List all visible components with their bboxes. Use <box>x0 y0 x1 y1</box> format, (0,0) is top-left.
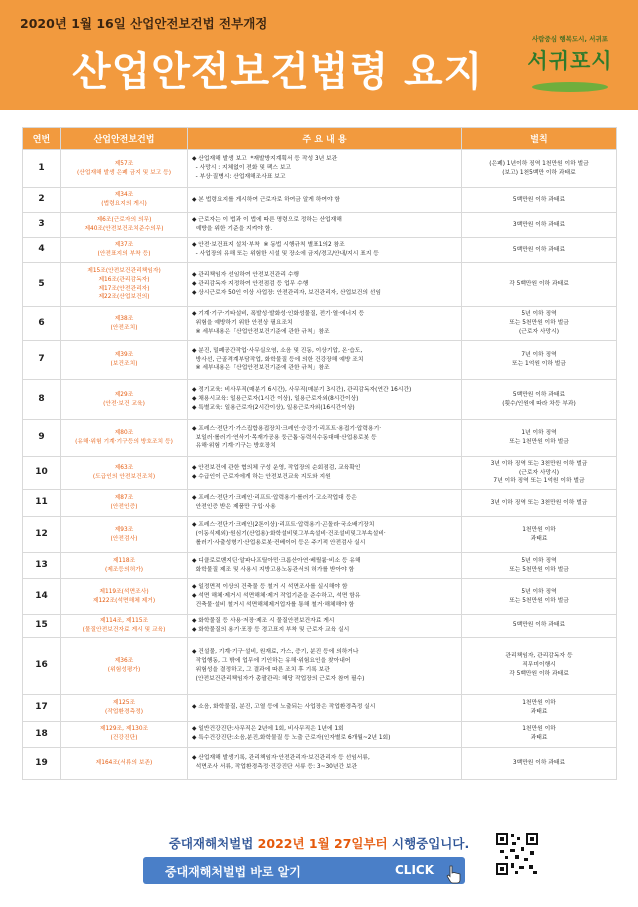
penalty <box>462 307 617 341</box>
penalty-line: 과태료 <box>530 735 548 742</box>
button-label: 중대재해처벌법 바로 알기 <box>165 865 301 879</box>
law-article <box>61 579 188 615</box>
law-article-line: 제114조, 제115조 <box>99 618 149 624</box>
main-content <box>188 341 462 380</box>
penalty <box>462 579 617 615</box>
main-content-line: ◆ 산업재해 발생 보고 *재발방지계획서 등 작성 3년 보관 <box>192 156 338 163</box>
law-article-line: 제57조 <box>114 160 134 167</box>
law-article <box>61 307 188 341</box>
main-content-line: 건축물·설비 철거시 석면해체제거업자를 통해 철거·해체해야 함 <box>192 601 355 608</box>
penalty <box>462 213 617 238</box>
law-article-line: (작업환경측정) <box>104 708 144 715</box>
main-content-line: ◆ 특별교육: 일용근로자(2시간이상), 일용근로자외(16시간이상) <box>192 404 355 411</box>
row-number: 4 <box>23 238 61 263</box>
column-header: 산업안전보건법 <box>61 128 188 150</box>
penalty-line: 5백만원 이하 과태료 <box>512 622 566 629</box>
main-content-line: 방사선, 근골격계부담작업, 화학물질 등에 의한 건강장해 예방 조치 <box>192 356 364 363</box>
penalty-line: 1년 이하 징역 <box>521 430 557 437</box>
main-content <box>188 238 462 263</box>
main-content-line: ◆ 수급인이 근로자에게 하는 안전보건교육 지도와 지원 <box>192 474 331 480</box>
penalty-line: 과태료 <box>530 708 548 715</box>
notice-suffix: 시행중입니다. <box>387 836 470 851</box>
table-row <box>23 579 617 615</box>
law-article <box>61 490 188 517</box>
penalty-line: 5백만원 이하 과태료 <box>512 246 566 253</box>
penalty-line: 3백만원 이하 과태료 <box>512 221 566 228</box>
row-number: 9 <box>23 420 61 457</box>
law-article <box>61 637 188 694</box>
row-number: 7 <box>23 341 61 380</box>
main-content-line: 화학물질 제조 및 사용시 지방고용노동관서의 허가를 받아야 함 <box>192 566 355 573</box>
main-content-line: - 사업장의 유해 또는 위험한 시설 및 장소에 금지/경고/안내/지시 표지 등 <box>192 251 379 257</box>
penalty <box>462 747 617 779</box>
main-content-line: 유해·위험 기계·기구는 방호장치 <box>192 443 276 450</box>
row-number: 15 <box>23 615 61 638</box>
penalty <box>462 694 617 721</box>
law-article-line: (안전표지의 부착 등) <box>97 251 151 257</box>
penalty-line: 5백만원 이하 과태료 <box>512 391 566 398</box>
law-article-line: (법령요지의 게시) <box>101 201 147 207</box>
penalty <box>462 615 617 638</box>
table-row <box>23 341 617 380</box>
table-row <box>23 420 617 457</box>
penalty <box>462 637 617 694</box>
column-header: 벌칙 <box>462 128 617 150</box>
main-content-line: 예방을 위한 기준을 지켜야 함. <box>192 226 273 232</box>
main-content-line: ◆ 일반건강진단:사무직은 2년에 1회, 비사무직은 1년에 1회 <box>192 726 344 733</box>
logo-tagline: 사람중심 행복도시, 서귀포 <box>531 35 609 43</box>
law-article-line: (보건조치) <box>110 361 138 367</box>
law-article-line: 제87조 <box>114 495 134 502</box>
law-article-line: 제15조(안전보건관리책임자) <box>87 267 161 274</box>
main-content <box>188 490 462 517</box>
law-article <box>61 615 188 638</box>
table-row <box>23 238 617 263</box>
table-row <box>23 150 617 188</box>
table-body <box>23 150 617 780</box>
law-article-line: (안전조치) <box>110 324 138 331</box>
table-row <box>23 457 617 490</box>
row-number: 17 <box>23 694 61 721</box>
penalty <box>462 457 617 490</box>
main-content-line: ◆ 화학물질의 용기·포장 등 경고표지 부착 및 근로자 교육 실시 <box>192 626 350 633</box>
row-number: 12 <box>23 517 61 553</box>
main-content-line: 보일러·롤러기·연삭기·목재가공용 둥근톱·동력식수동대패·산업용로봇 등 <box>192 434 377 441</box>
row-number: 10 <box>23 457 61 490</box>
main-content <box>188 150 462 188</box>
main-content <box>188 637 462 694</box>
penalty-line: 또는 5천만원 이하 벌금 <box>509 597 569 604</box>
law-article <box>61 553 188 579</box>
main-content <box>188 263 462 307</box>
penalty-line: 3백만원 이하 과태료 <box>512 759 566 766</box>
main-content-line: ◆ 프레스·전단기·가스집합용접장치·크레인·승강기·리프트·용접기·압력용기· <box>192 425 382 432</box>
main-content-line: ◆ 근로자는 이 법과 이 법에 따른 명령으로 정하는 산업재해 <box>192 217 342 224</box>
main-content-line: 위험성을 결정하고, 그 결과에 따른 조치 후 기록 보관 <box>192 666 330 673</box>
law-article-line: (건강진단) <box>110 735 138 742</box>
main-content <box>188 420 462 457</box>
penalty <box>462 380 617 420</box>
penalty-line: 또는 1천만원 이하 벌금 <box>509 439 569 445</box>
main-content <box>188 747 462 779</box>
main-content-line: (안전보건관리책임자가 총괄관리: 해당 작업장의 근로자 참여 필수) <box>192 675 365 682</box>
page-title: 산업안전보건법령 요지 <box>72 49 484 95</box>
table-row <box>23 213 617 238</box>
penalty-line: 각 5백만원 이하 과태료 <box>509 671 569 678</box>
penalty-line: 직무미이행시 <box>522 662 556 669</box>
law-article-line: 제93조 <box>114 526 134 533</box>
penalty-line: (은폐) 1년이하 징역 1천만원 이하 벌금 <box>489 160 589 167</box>
main-content <box>188 457 462 490</box>
main-content-line: ◆ 소음, 화학물질, 분진, 고열 등에 노출되는 사업장은 작업환경측정 실시 <box>192 704 376 711</box>
law-article <box>61 188 188 213</box>
table-row <box>23 490 617 517</box>
table-row <box>23 747 617 779</box>
row-number: 19 <box>23 747 61 779</box>
table-row <box>23 517 617 553</box>
penalty-line: 또는 1억원 이하 벌금 <box>511 361 566 367</box>
row-number: 3 <box>23 213 61 238</box>
main-content <box>188 307 462 341</box>
penalty-line: 7년 이하 징역 <box>521 352 557 359</box>
penalty-line: 3년 이하 징역 또는 3천만원 이하 벌금 <box>490 460 588 467</box>
law-article-line: 제164조(서류의 보존) <box>95 759 153 766</box>
penalty-line: (보고) 1천5백만 이하 과태료 <box>502 169 576 176</box>
penalty-line: 5년 이하 징역 <box>521 557 557 564</box>
law-article-line: 제29조 <box>114 391 134 398</box>
law-article-line: 제40조(안전보건조치준수의무) <box>84 226 164 232</box>
main-content-line: ◆ 디클로로벤지딘·알파나프틸아민·크롬산아연·베릴륨·비소 등 유해 <box>192 557 361 564</box>
penalty <box>462 553 617 579</box>
penalty <box>462 420 617 457</box>
penalty <box>462 341 617 380</box>
law-article-line: 제34조 <box>114 192 134 199</box>
law-article-line: (안전인증) <box>110 504 138 510</box>
main-content-line: ◆ 상시근로자 50인 이상 사업장: 안전관리자, 보건관리자, 산업보건의 선임 <box>192 289 382 296</box>
qr-code-icon[interactable] <box>495 832 539 876</box>
penalty <box>462 517 617 553</box>
main-content-line: ◆ 관리책임자 선임하여 안전보건관리 수행 <box>192 272 300 279</box>
law-article <box>61 457 188 490</box>
penalty-line: 5백만원 이하 과태료 <box>512 196 566 203</box>
main-content-line: ◆ 특수건강진단:소음,분진,화학물질 등 노출 근로자(인자별로 6개월~2년 1회) <box>192 735 391 742</box>
table-row <box>23 307 617 341</box>
main-content <box>188 213 462 238</box>
main-content-line: ◆ 프레스·전단기·크레인(2톤이상)·리프트·압력용기·곤돌라·국소배기장치 <box>192 522 375 529</box>
law-article <box>61 721 188 747</box>
main-content-line: ◆ 기계·기구·기타설비, 폭발성·발화성·인화성물질, 전기·열·에너지 등 <box>192 311 365 318</box>
enforcement-notice <box>0 834 638 852</box>
law-article-line: (안전·보건 교육) <box>103 400 145 407</box>
penalty <box>462 263 617 307</box>
button-click-text: CLICK <box>395 863 435 877</box>
penalty-line: (근로자 사망시) <box>519 328 559 335</box>
law-article <box>61 517 188 553</box>
penalty-line: 또는 5천만원 이하 벌금 <box>509 320 569 326</box>
table-row <box>23 188 617 213</box>
law-article <box>61 213 188 238</box>
row-number: 13 <box>23 553 61 579</box>
law-article-line: (산업재해 발생 은폐 금지 및 보고 등) <box>77 169 171 176</box>
notice-prefix: 중대재해처벌법 <box>168 836 258 851</box>
law-article-line: 제119조(석면조사) <box>99 588 149 595</box>
header-banner <box>0 0 638 110</box>
main-content <box>188 188 462 213</box>
law-article-line: (위험성평가) <box>107 666 141 673</box>
column-header: 연번 <box>23 128 61 150</box>
penalty-line: 1천만원 이하 <box>522 699 556 706</box>
main-content-line: ※ 세부내용은「산업안전보건기준에 관한 규칙」참조 <box>192 365 330 372</box>
law-article <box>61 341 188 380</box>
penalty-line: 5년 이하 징역 <box>521 588 557 595</box>
table-row <box>23 615 617 638</box>
main-content-line: ◆ 일정면적 이상의 건축물 등 철거 시 석면조사를 실시해야 함 <box>192 584 348 591</box>
row-number: 6 <box>23 307 61 341</box>
law-article-line: 제39조 <box>114 352 134 359</box>
main-content-line: ◆ 건설물, 기계·기구·설비, 원재료, 가스, 증기, 분진 등에 의하거나 <box>192 649 359 655</box>
main-content <box>188 380 462 420</box>
law-article <box>61 420 188 457</box>
notice-date: 2022년 1월 27일부터 <box>257 836 388 851</box>
law-article-line: 제63조 <box>114 465 134 472</box>
penalty-line: (근로자 사망시) <box>519 469 559 476</box>
row-number: 14 <box>23 579 61 615</box>
law-article-line: (안전검사) <box>110 535 138 542</box>
main-content <box>188 694 462 721</box>
row-number: 18 <box>23 721 61 747</box>
law-article-line: 제22조(산업보건의) <box>98 294 150 301</box>
law-article-line: (유해·위험 기계·기구등의 방호조치 등) <box>75 439 173 445</box>
law-article-line: 제129조, 제130조 <box>99 726 149 733</box>
main-content-line: - 부상·질병시: 산업재해조사표 보고 <box>192 173 286 180</box>
law-article-line: 제118조 <box>112 557 136 564</box>
main-content-line: - 사망시 : 지체없이 전화 및 팩스 보고 <box>192 165 292 171</box>
law-article-line: 제125조 <box>112 699 136 706</box>
main-content-line: ◆ 정기교육: 비사무직(매분기 6시간), 사무직(매분기 3시간), 관리감독자(연간 16시간) <box>192 387 412 394</box>
main-content-line: ◆ 산업재해 발생기록, 관리책임자·안전관리자·보건관리자 등 선임서류, <box>192 755 370 762</box>
law-article-line: (제조등의허가) <box>104 566 144 573</box>
penalty-line: 7년 이하 징역 또는 1억원 이하 벌금 <box>493 478 585 485</box>
row-number: 16 <box>23 637 61 694</box>
row-number: 5 <box>23 263 61 307</box>
penalty <box>462 721 617 747</box>
penalty-line: 관리책임자, 관리감독자 등 <box>505 653 573 660</box>
table-row <box>23 637 617 694</box>
penalty <box>462 490 617 517</box>
pointing-hand-icon <box>443 863 465 885</box>
main-content-line: ◆ 안전보건에 관한 협의체 구성 운영, 작업장의 순회점검, 교육확인 <box>192 465 361 472</box>
main-content-line: 안전인증 받은 제품만 구입·사용 <box>192 504 276 510</box>
column-header: 주 요 내 용 <box>188 128 462 150</box>
main-content <box>188 553 462 579</box>
main-content-line: ◆ 관리감독자 지정하여 안전점검 등 업무 수행 <box>192 281 309 287</box>
law-article <box>61 380 188 420</box>
logo-ground-shape <box>532 82 608 92</box>
law-summary-table <box>22 127 617 780</box>
serious-accident-law-link-button[interactable] <box>143 857 465 884</box>
law-article <box>61 238 188 263</box>
main-content-line: 석면조사 서류, 작업환경측정·건강진단 서류 등: 3~30년간 보관 <box>192 764 358 771</box>
main-content-line: ◆ 프레스·전단기·크레인·리프트·압력용기·롤러기·고소작업대 등은 <box>192 495 357 502</box>
table-row <box>23 263 617 307</box>
law-article-line: 제80조 <box>114 430 134 437</box>
main-content-line: ◆ 본 법령요지를 게시하여 근로자로 하여금 알게 하여야 함 <box>192 196 340 203</box>
main-content-line: ◆ 안전·보건표지 설치·부착 ※ 동법 시행규칙 별표1의2 참조 <box>192 242 345 249</box>
main-content-line: 롤러기·사출성형기·산업용로봇·컨베이어 등은 주기적 안전검사 실시 <box>192 539 366 546</box>
penalty-line: 과태료 <box>530 535 548 542</box>
penalty <box>462 188 617 213</box>
main-content-line: ◆ 채용시교육: 일용근로자(1시간 이상), 일용근로자외(8시간이상) <box>192 396 359 402</box>
penalty-line: 3년 이하 징역 또는 3천만원 이하 벌금 <box>490 499 588 506</box>
penalty-line: 또는 5천만원 이하 벌금 <box>509 566 569 573</box>
logo-text: 서귀포시 <box>527 49 613 73</box>
law-article-line: 제122조(석면해체 제거) <box>92 597 156 604</box>
penalty-line: 1천만원 이하 <box>522 726 556 733</box>
law-article-line: 제37조 <box>114 242 134 249</box>
law-article-line: 제36조 <box>114 657 134 664</box>
law-article-line: 제6조(근로자의 의무) <box>96 217 152 224</box>
penalty <box>462 238 617 263</box>
penalty <box>462 150 617 188</box>
row-number: 8 <box>23 380 61 420</box>
law-article-line: 제17조(안전관리자) <box>98 285 150 292</box>
main-content-line: 작업행동, 그 밖에 업무에 기인하는 유해·위험요인을 찾아내어 <box>192 657 351 664</box>
seogwipo-logo <box>520 34 620 96</box>
main-content <box>188 579 462 615</box>
revision-subtitle: 2020년 1월 16일 산업안전보건법 전부개정 <box>20 16 268 31</box>
table-header-row <box>23 128 617 150</box>
main-content <box>188 721 462 747</box>
row-number: 1 <box>23 150 61 188</box>
main-content-line: ※ 세부내용은「산업안전보건기준에 관한 규칙」참조 <box>192 328 330 335</box>
main-content-line: 위험을 예방하기 위한 안전상 필요조치 <box>192 320 293 326</box>
law-article-line: (도급인의 안전보건조치) <box>92 474 156 480</box>
law-article <box>61 150 188 188</box>
penalty-line: 각 5백만원 이하 과태료 <box>509 281 569 287</box>
table-row <box>23 694 617 721</box>
main-content-line: ◆ 석면 해체·제거시 석면해체·제거 작업기준을 준수하고, 석면 함유 <box>192 593 361 599</box>
main-content-line: (이동식제외)·원심기(산업용)·화학설비및그부속설비·건조설비및그부속설비· <box>192 531 386 537</box>
table-row <box>23 721 617 747</box>
main-content <box>188 615 462 638</box>
main-content-line: ◆ 화학물질 등 사용·저장·제조 시 물질안전보건자료 게시 <box>192 618 335 624</box>
penalty-line: 1천만원 이하 <box>522 526 556 533</box>
main-content <box>188 517 462 553</box>
law-article-line: (물질안전보건자료 게시 및 교육) <box>82 626 166 633</box>
law-article-line: 제16조(관리감독자) <box>98 276 150 283</box>
penalty-line: (횟수/인원에 따라 차등 부과) <box>502 400 576 407</box>
law-article <box>61 747 188 779</box>
table-row <box>23 553 617 579</box>
row-number: 2 <box>23 188 61 213</box>
law-article <box>61 263 188 307</box>
law-article <box>61 694 188 721</box>
penalty-line: 5년 이하 징역 <box>521 311 557 318</box>
law-article-line: 제38조 <box>114 315 134 322</box>
main-content-line: ◆ 분진, 밀폐공간작업·사무실오염, 소음 및 진동, 이상기압, 온·습도, <box>192 347 363 354</box>
row-number: 11 <box>23 490 61 517</box>
table-row <box>23 380 617 420</box>
